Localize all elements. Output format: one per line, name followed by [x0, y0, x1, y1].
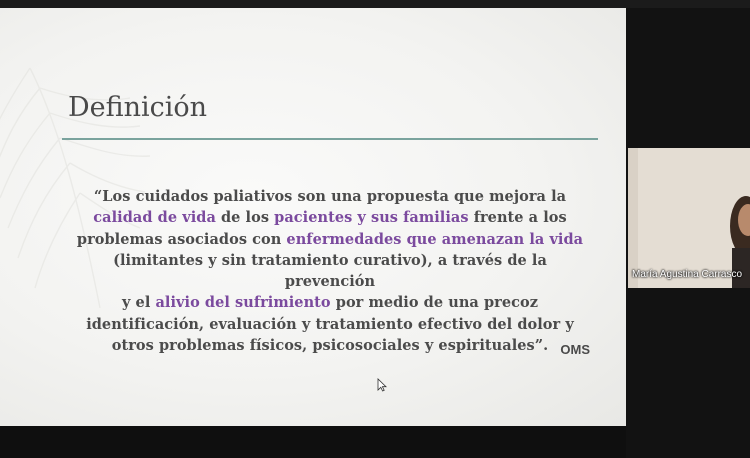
bottom-bar: [0, 426, 626, 458]
participant-name-label: María Agustina Carrasco: [632, 269, 743, 280]
quote-text: y el: [121, 294, 156, 312]
quote-text: (limitantes y sin tratamiento curativo), a través de la prevención: [113, 251, 547, 291]
participant-video-feed: [628, 148, 750, 288]
quote-text: por medio de una precoz: [330, 294, 539, 312]
quote-highlight: alivio del sufrimiento: [155, 294, 331, 312]
quote-text: otros problemas físicos, psicosociales y espirituales”.: [111, 337, 549, 355]
quote-highlight: enfermedades que amenazan la vida: [286, 230, 584, 248]
quote-highlight: calidad de vida: [93, 209, 216, 227]
slide-title: Definición: [68, 92, 208, 123]
presentation-slide: [0, 8, 626, 426]
title-divider: [62, 138, 598, 140]
quote-text: “Los cuidados paliativos son una propuesta que mejora la: [93, 188, 567, 205]
quote-text: problemas asociados con: [76, 230, 287, 248]
quote-attribution: OMS: [560, 342, 590, 357]
definition-quote: [70, 186, 590, 356]
top-bar: [0, 0, 750, 8]
quote-text: de los: [215, 209, 275, 227]
participant-video-tile[interactable]: [628, 148, 750, 288]
quote-text: identificación, evaluación y tratamiento efectivo del dolor y: [86, 315, 574, 333]
quote-highlight: pacientes y sus familias: [274, 209, 469, 227]
quote-text: frente a los: [468, 209, 567, 227]
mouse-pointer-icon: [377, 378, 387, 392]
